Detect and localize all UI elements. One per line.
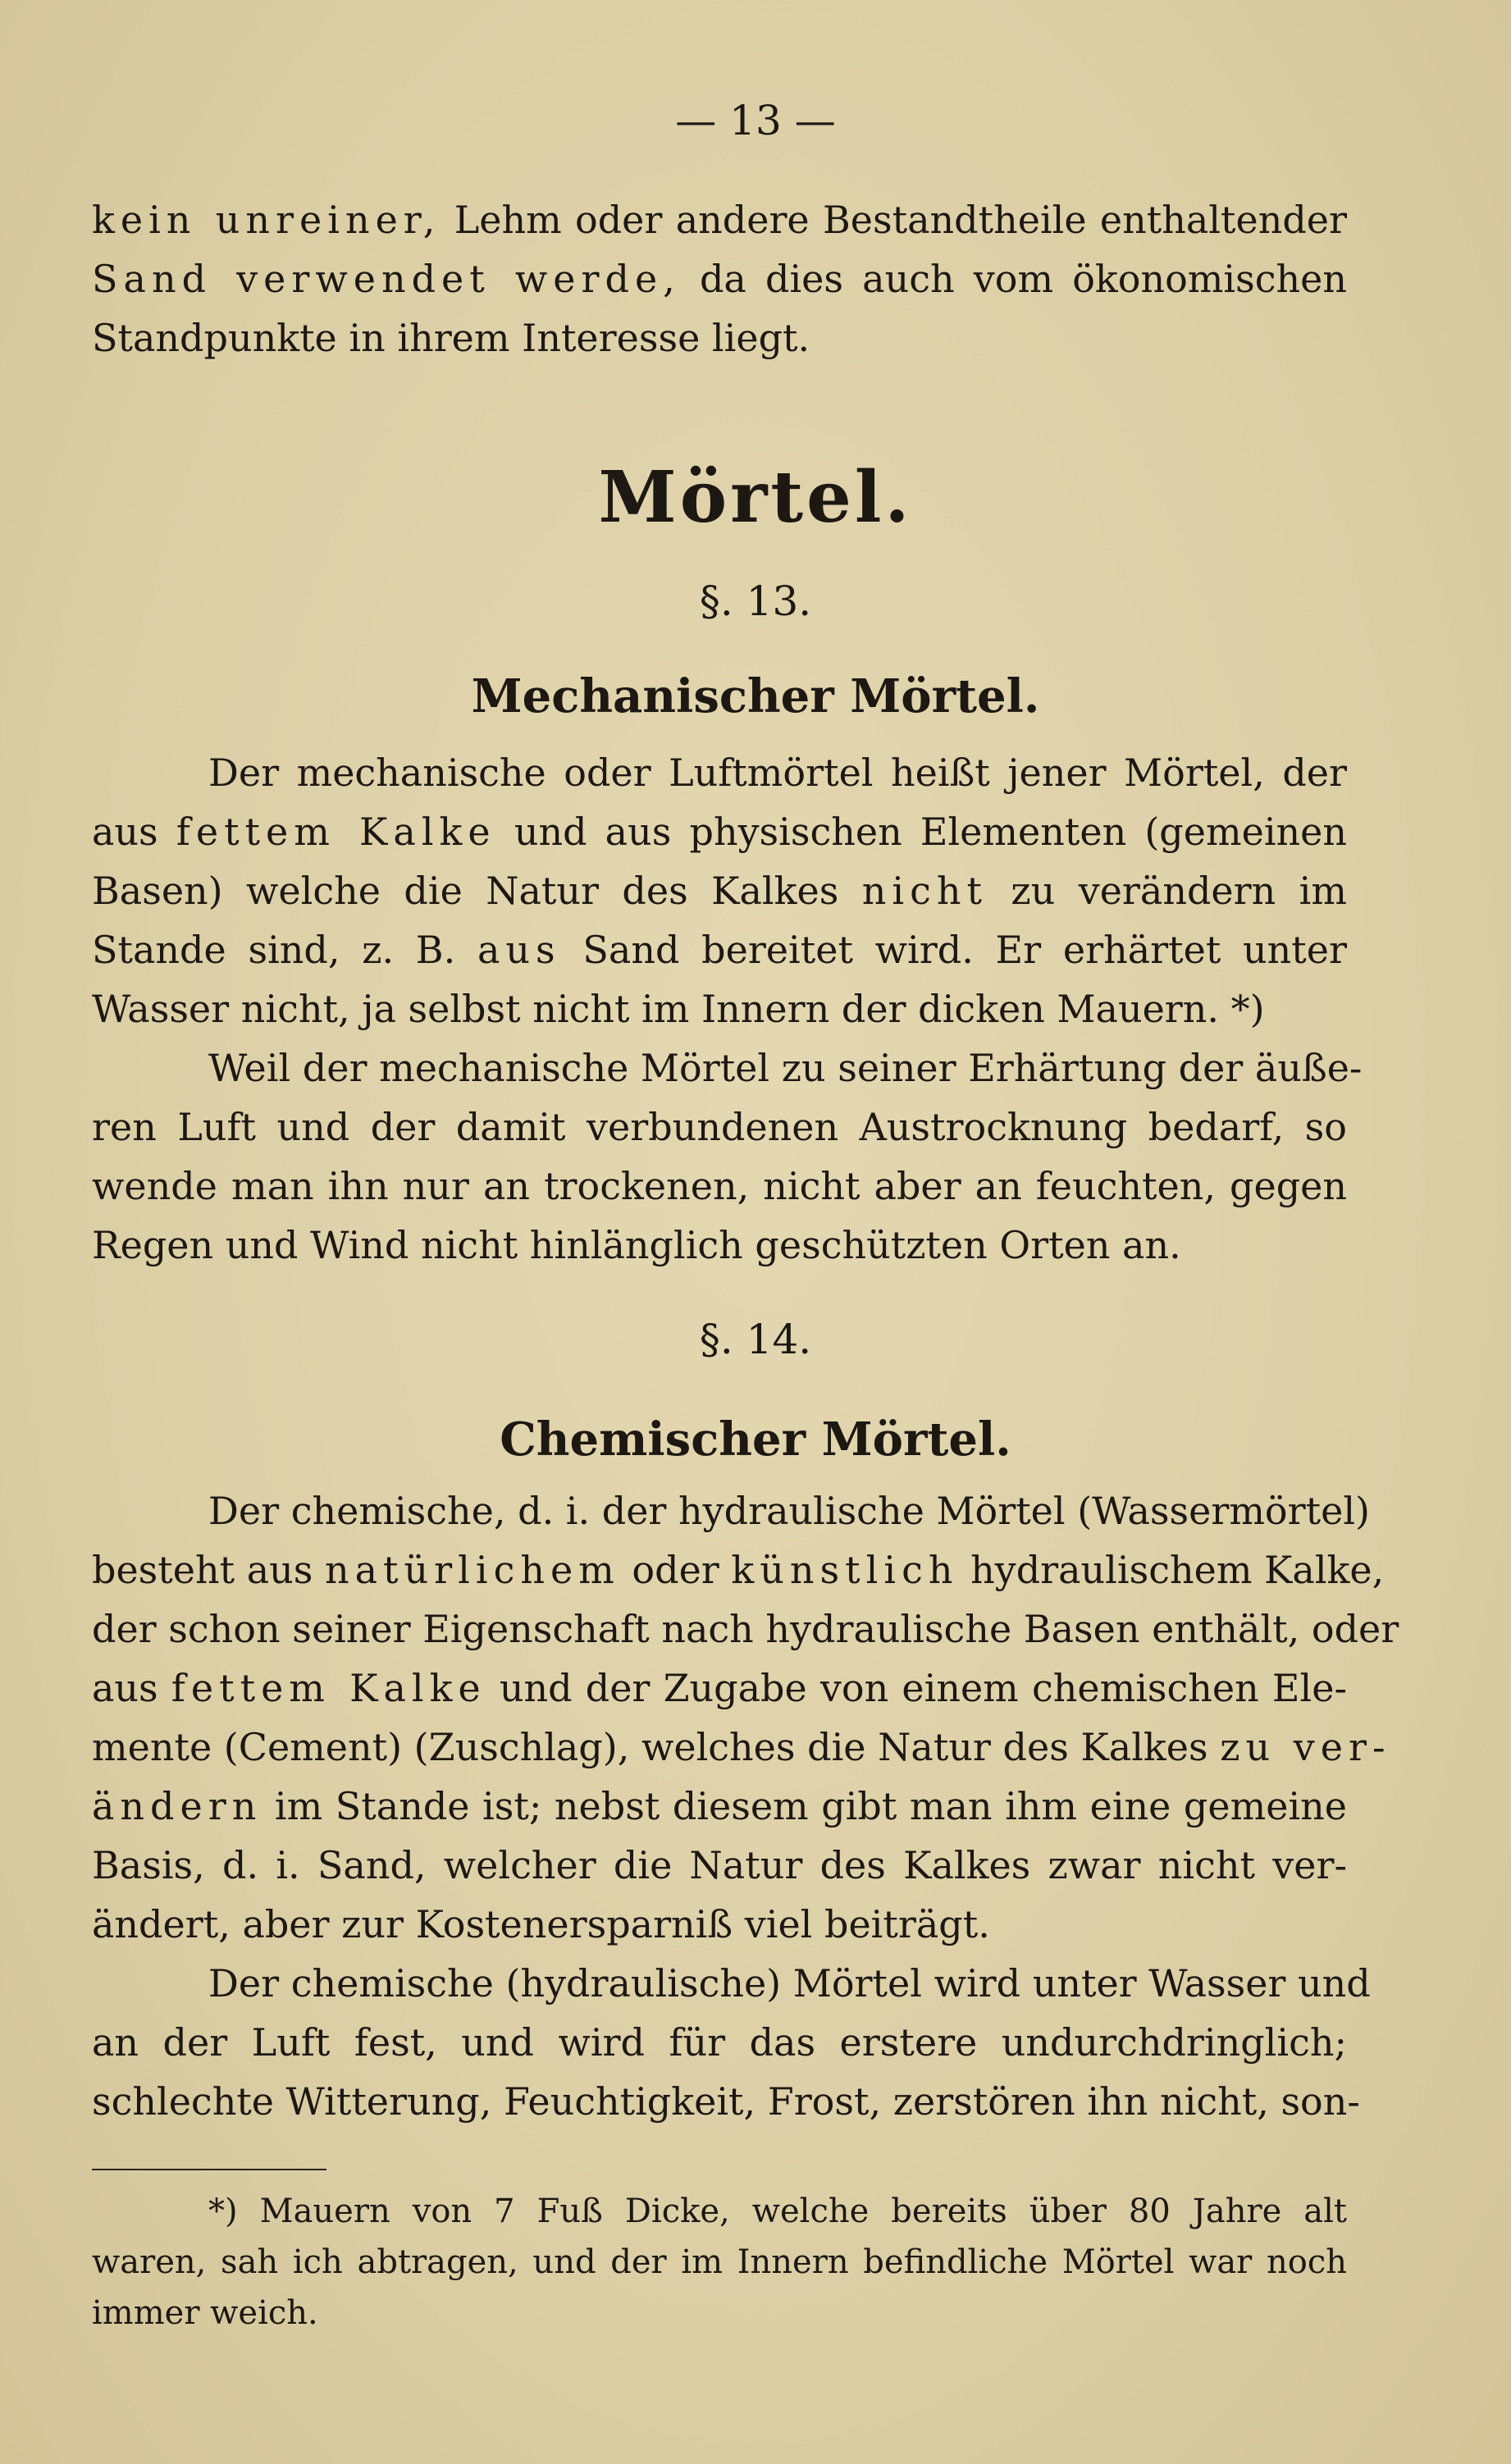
footnote-line: *) Mauern von 7 Fuß Dicke, welche bereits über 80 Jahre alt [208, 2193, 1347, 2230]
text-line [92, 1547, 1385, 1593]
spaced-text: aus [477, 928, 561, 972]
spaced-text: Sand verwendet werde, [92, 257, 681, 301]
text-span: Lehm oder andere Bestandtheile enthaltender [441, 198, 1348, 242]
text-line [92, 1783, 1347, 1829]
text-span: und der Zugabe von einem chemischen Ele- [486, 1666, 1347, 1710]
text-line [92, 868, 1347, 914]
text-span: im Stande ist; nebst diesem gibt man ihm eine gemeine [262, 1784, 1347, 1828]
text-line [92, 1724, 1391, 1770]
text-span: oder [619, 1548, 732, 1592]
text-line: wende man ihn nur an trockenen, nicht aber an feuchten, gegen [92, 1164, 1347, 1208]
text-line: der schon seiner Eigenschaft nach hydraulische Basen enthält, oder [92, 1607, 1399, 1651]
text-line: Basis, d. i. Sand, welcher die Natur des Kalkes zwar nicht ver- [92, 1843, 1347, 1887]
text-line: Der chemische, d. i. der hydraulische Mörtel (Wassermörtel) [208, 1489, 1370, 1533]
text-span: Basen) welche die Natur des Kalkes [92, 869, 862, 913]
text-line: ren Luft und der damit verbundenen Austrocknung bedarf, so [92, 1105, 1347, 1149]
section-title: Mechanischer Mörtel. [471, 669, 1040, 723]
text-line [92, 809, 1347, 855]
text-line [92, 256, 1347, 302]
text-line [92, 927, 1347, 973]
text-line [92, 197, 1347, 243]
chapter-title: Mörtel. [598, 456, 913, 539]
text-span: besteht aus [92, 1548, 325, 1592]
text-line [92, 1665, 1347, 1711]
text-span: mente (Cement) (Zuschlag), welches die Natur des Kalkes [92, 1725, 1221, 1769]
spaced-text: natürlichem [325, 1548, 620, 1592]
spaced-text: fettem Kalke [176, 810, 496, 854]
text-span: hydraulischem Kalke, [958, 1548, 1385, 1592]
section-number: §. 14. [699, 1316, 812, 1363]
spaced-text: zu ver- [1220, 1725, 1391, 1769]
text-span: aus [92, 1666, 171, 1710]
spaced-text: künstlich [731, 1548, 959, 1592]
text-span: Sand bereitet wird. Er erhärtet unter [560, 928, 1347, 972]
section-number: §. 13. [699, 577, 812, 625]
section-title: Chemischer Mörtel. [500, 1412, 1011, 1467]
text-line: Standpunkte in ihrem Interesse liegt. [92, 316, 810, 360]
text-span: Stande sind, z. B. [92, 928, 477, 972]
text-span: und aus physischen Elementen (gemeinen [495, 810, 1348, 854]
text-span: aus [92, 810, 176, 854]
text-line: Wasser nicht, ja selbst nicht im Innern der dicken Mauern. *) [92, 987, 1265, 1031]
text-span: da dies auch vom ökonomischen [680, 257, 1347, 301]
text-line: schlechte Witterung, Feuchtigkeit, Frost, zerstören ihn nicht, son- [92, 2079, 1360, 2124]
spaced-text: kein unreiner, [92, 198, 441, 242]
text-line: ändert, aber zur Kostenersparniß viel beiträgt. [92, 1902, 990, 1946]
page-number: — 13 — [675, 97, 836, 144]
spaced-text: fettem Kalke [171, 1666, 486, 1710]
text-line: Der mechanische oder Luftmörtel heißt jener Mörtel, der [208, 751, 1347, 795]
footnote-rule [92, 2169, 326, 2170]
text-line: Regen und Wind nicht hinlänglich geschützten Orten an. [92, 1223, 1181, 1267]
spaced-text: nicht [861, 869, 988, 913]
footnote-line: immer weich. [92, 2294, 318, 2332]
footnote-line: waren, sah ich abtragen, und der im Innern befindliche Mörtel war noch [92, 2243, 1347, 2281]
text-line: an der Luft fest, und wird für das erstere undurchdringlich; [92, 2020, 1347, 2065]
text-line: Weil der mechanische Mörtel zu seiner Erhärtung der äuße- [208, 1046, 1363, 1090]
text-line: Der chemische (hydraulische) Mörtel wird unter Wasser und [208, 1961, 1371, 2005]
text-span: zu verändern im [987, 869, 1347, 913]
spaced-text: ändern [92, 1784, 262, 1828]
